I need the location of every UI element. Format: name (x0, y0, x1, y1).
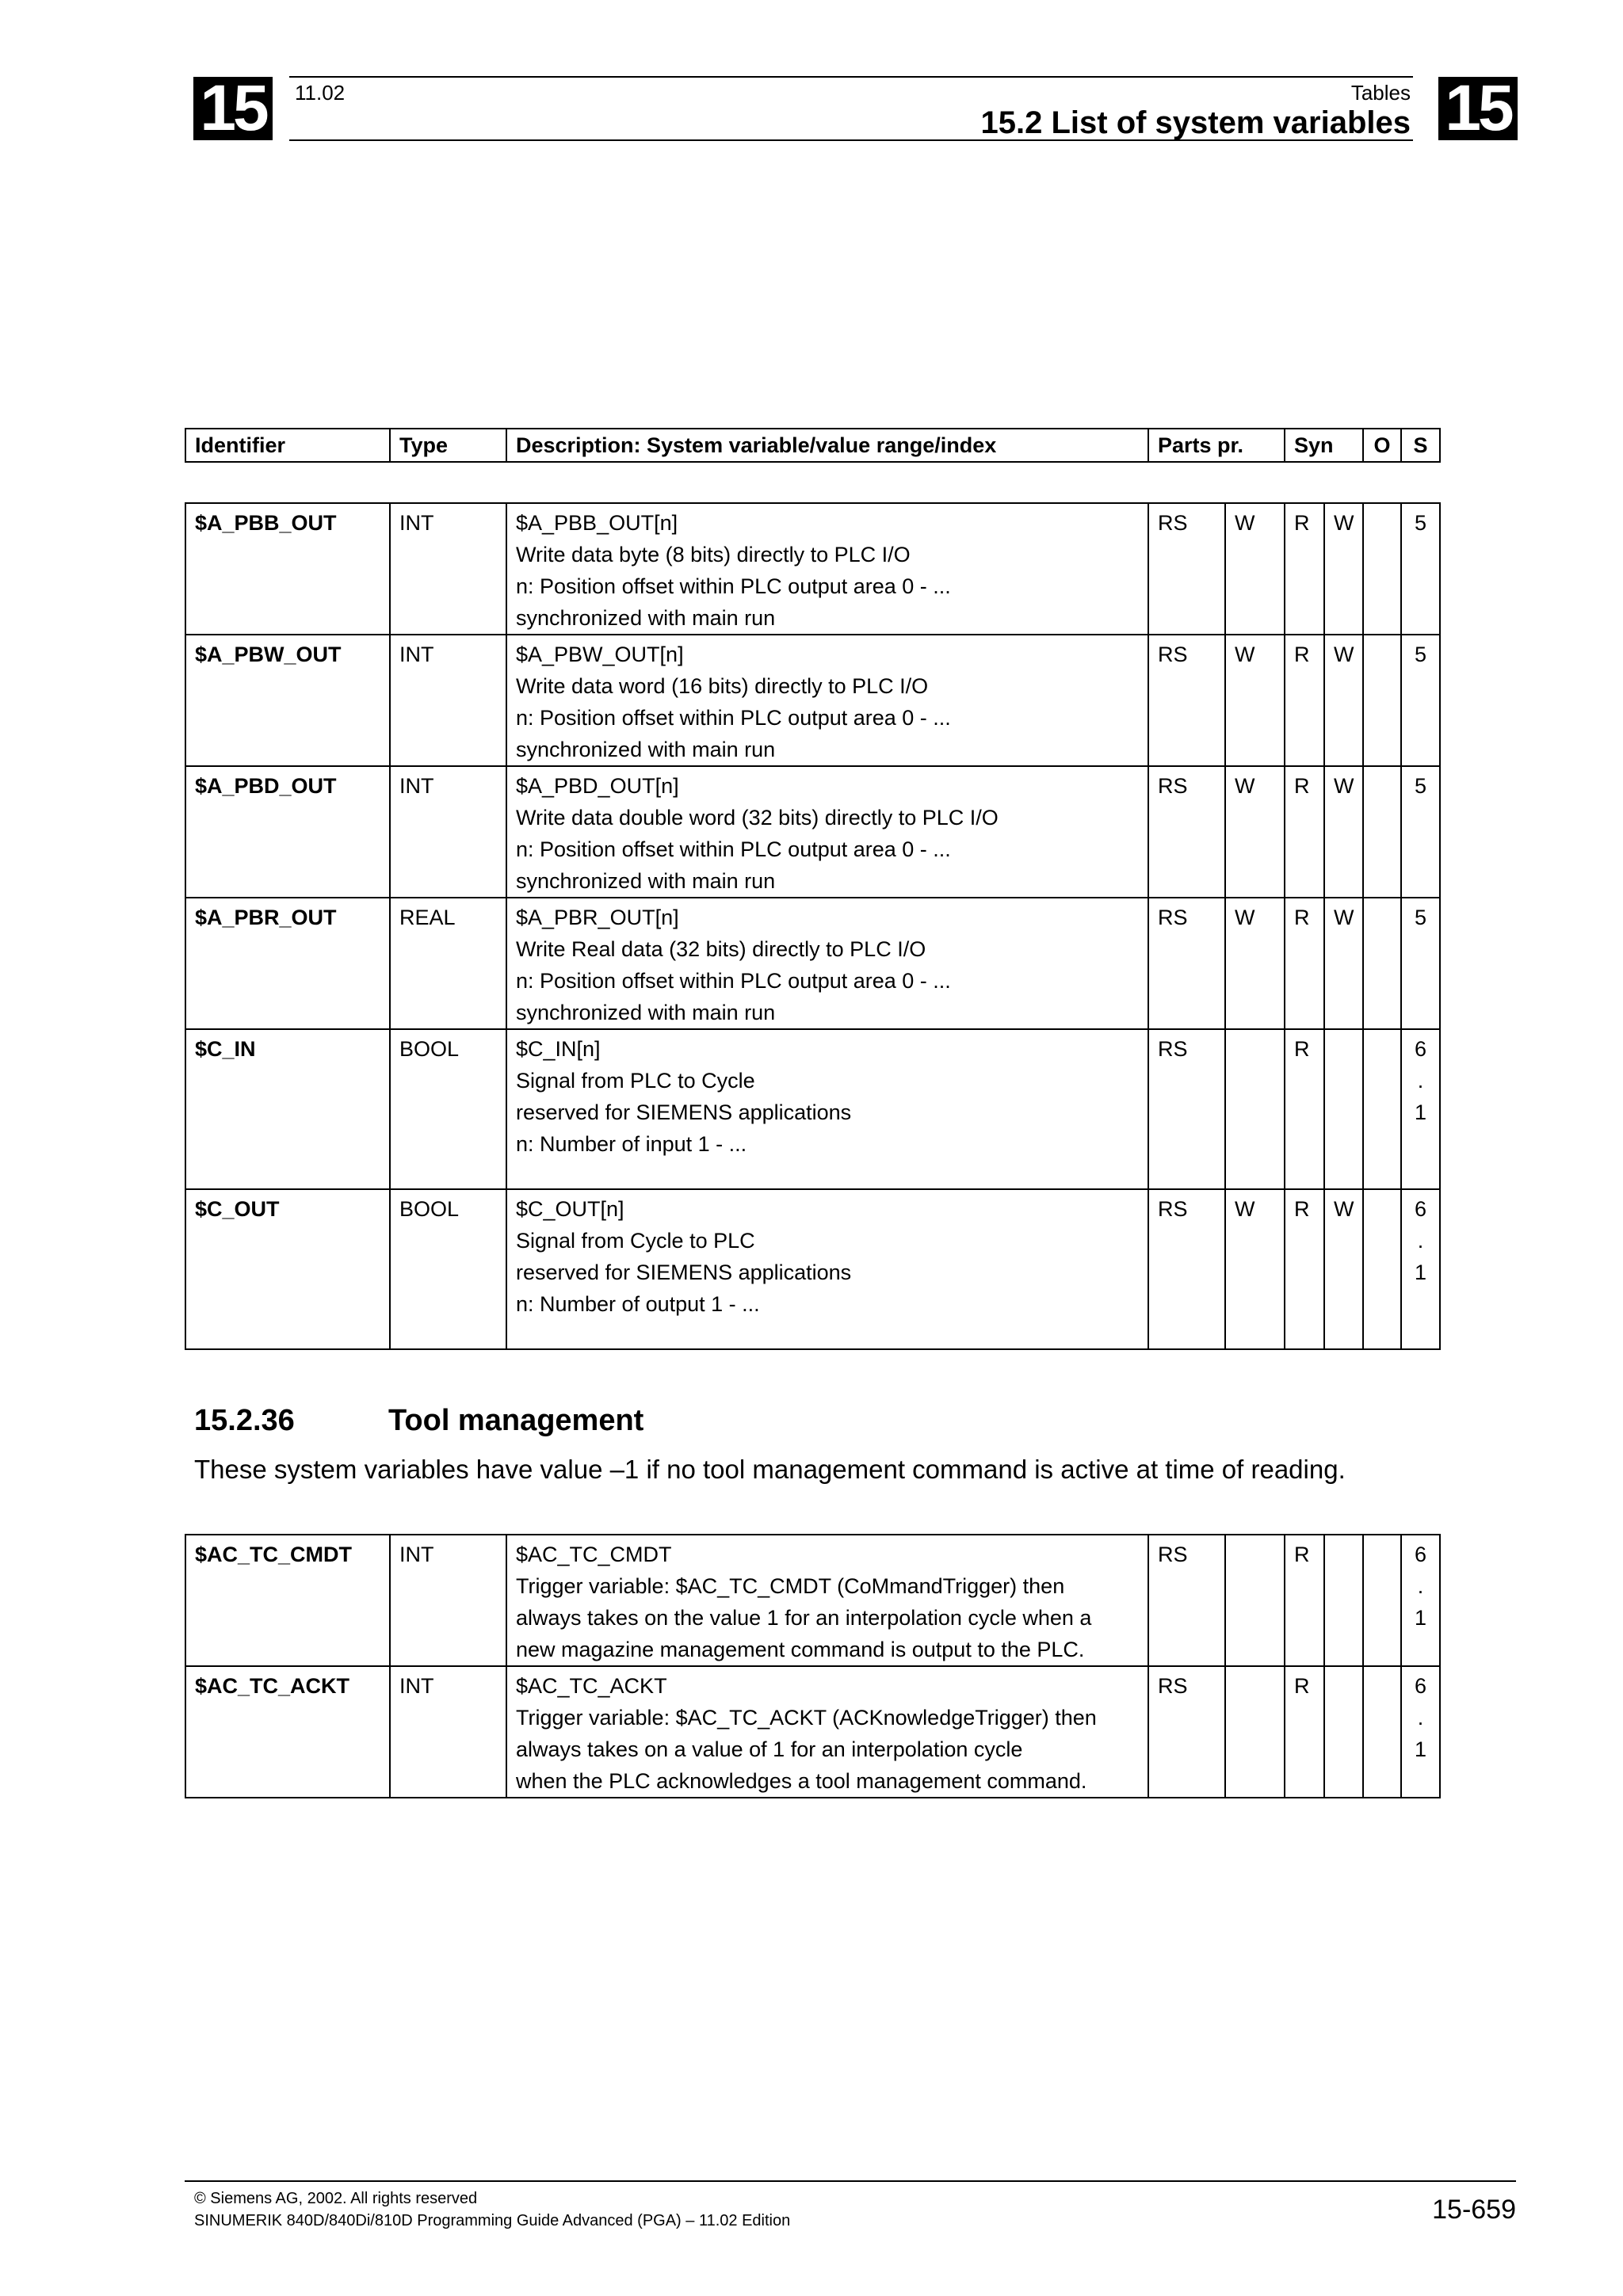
variable-identifier: $C_IN (185, 1029, 390, 1189)
description-line: $AC_TC_ACKT (516, 1674, 667, 1698)
s-value-char: . (1417, 1706, 1424, 1730)
description-line: new magazine management command is output to the PLC. (516, 1638, 1085, 1661)
header-rule-top (289, 76, 1413, 78)
s-value (1401, 1029, 1440, 1189)
table-row (185, 766, 1440, 898)
syn-write: W (1324, 503, 1363, 635)
variable-description (506, 1666, 1148, 1798)
o-value (1363, 1535, 1401, 1666)
parts-pr-access (1225, 1029, 1285, 1189)
description-line: n: Position offset within PLC output area 0 - ... (516, 969, 951, 993)
syn-read: R (1285, 1666, 1324, 1798)
s-value-char: 5 (1414, 511, 1427, 535)
description-line: Write data word (16 bits) directly to PLC I/O (516, 674, 929, 698)
header-o: O (1363, 429, 1401, 462)
parts-pr-value: RS (1148, 635, 1225, 766)
variable-identifier: $AC_TC_CMDT (185, 1535, 390, 1666)
s-value (1401, 1666, 1440, 1798)
parts-pr-value: RS (1148, 1029, 1225, 1189)
description-line: Write data double word (32 bits) directly to PLC I/O (516, 806, 999, 830)
syn-write: W (1324, 1189, 1363, 1349)
description-line: $A_PBB_OUT[n] (516, 511, 678, 535)
section-title: Tool management (388, 1404, 644, 1437)
variable-type: INT (390, 503, 506, 635)
s-value-char: 1 (1414, 1606, 1427, 1630)
o-value (1363, 1189, 1401, 1349)
column-header-table (185, 428, 1441, 463)
variable-type: INT (390, 635, 506, 766)
table-row (185, 503, 1440, 635)
section-number: 15.2.36 (194, 1404, 295, 1437)
description-line: $C_IN[n] (516, 1037, 601, 1061)
header-type: Type (390, 429, 506, 462)
variable-description (506, 1535, 1148, 1666)
s-value-char: 6 (1414, 1543, 1427, 1566)
description-line: $A_PBR_OUT[n] (516, 906, 679, 929)
s-value-char: 5 (1414, 774, 1427, 798)
variable-type: INT (390, 766, 506, 898)
syn-write (1324, 1029, 1363, 1189)
description-line: Trigger variable: $AC_TC_ACKT (ACKnowledgeTrigger) then (516, 1706, 1097, 1730)
parts-pr-access: W (1225, 766, 1285, 898)
s-value-char: 6 (1414, 1674, 1427, 1698)
variable-description (506, 1189, 1148, 1349)
o-value (1363, 635, 1401, 766)
header-syn: Syn (1285, 429, 1363, 462)
description-line: $A_PBD_OUT[n] (516, 774, 679, 798)
variable-description (506, 1029, 1148, 1189)
syn-read: R (1285, 898, 1324, 1029)
description-line: reserved for SIEMENS applications (516, 1100, 852, 1124)
variable-description (506, 898, 1148, 1029)
parts-pr-access (1225, 1666, 1285, 1798)
s-value (1401, 635, 1440, 766)
o-value (1363, 503, 1401, 635)
s-value-char: 1 (1414, 1737, 1427, 1761)
parts-pr-value: RS (1148, 1666, 1225, 1798)
description-line: $AC_TC_CMDT (516, 1543, 672, 1566)
syn-read: R (1285, 1189, 1324, 1349)
page-title: 15.2 List of system variables (980, 105, 1411, 140)
footer-guide-title: SINUMERIK 840D/840Di/810D Programming Guide Advanced (PGA) – 11.02 Edition (194, 2212, 791, 2229)
header-date: 11.02 (295, 81, 346, 105)
variable-identifier: $A_PBW_OUT (185, 635, 390, 766)
description-line: $A_PBW_OUT[n] (516, 643, 684, 666)
description-line: n: Number of output 1 - ... (516, 1292, 760, 1316)
description-line: Write Real data (32 bits) directly to PLC I/O (516, 937, 926, 961)
s-value (1401, 898, 1440, 1029)
description-line: when the PLC acknowledges a tool management command. (516, 1769, 1087, 1793)
description-line: always takes on the value 1 for an interpolation cycle when a (516, 1606, 1092, 1630)
s-value-char: . (1417, 1229, 1424, 1253)
o-value (1363, 766, 1401, 898)
variable-type: INT (390, 1666, 506, 1798)
s-value-char: 5 (1414, 906, 1427, 929)
description-line: Trigger variable: $AC_TC_CMDT (CoMmandTrigger) then (516, 1574, 1065, 1598)
header-section-label: Tables (1350, 81, 1411, 105)
s-value-char: 1 (1414, 1261, 1427, 1284)
description-line: Signal from PLC to Cycle (516, 1069, 755, 1093)
parts-pr-value: RS (1148, 766, 1225, 898)
s-value-char: 5 (1414, 643, 1427, 666)
parts-pr-access: W (1225, 898, 1285, 1029)
section-intro: These system variables have value –1 if no tool management command is active at time of reading. (194, 1455, 1346, 1484)
s-value-char: 6 (1414, 1037, 1427, 1061)
syn-write: W (1324, 898, 1363, 1029)
page-number: 15-659 (1432, 2195, 1516, 2225)
description-line: synchronized with main run (516, 869, 776, 893)
variable-type: BOOL (390, 1189, 506, 1349)
footer-copyright: © Siemens AG, 2002. All rights reserved (194, 2190, 478, 2207)
variable-identifier: $AC_TC_ACKT (185, 1666, 390, 1798)
table-row (185, 1666, 1440, 1798)
description-line: synchronized with main run (516, 606, 776, 630)
s-value (1401, 1535, 1440, 1666)
table-row (185, 898, 1440, 1029)
syn-write (1324, 1666, 1363, 1798)
s-value-char: . (1417, 1069, 1424, 1093)
table-row (185, 1029, 1440, 1189)
parts-pr-access: W (1225, 503, 1285, 635)
variable-description (506, 503, 1148, 635)
s-value-char: 6 (1414, 1197, 1427, 1221)
variable-identifier: $A_PBB_OUT (185, 503, 390, 635)
parts-pr-value: RS (1148, 1189, 1225, 1349)
parts-pr-value: RS (1148, 1535, 1225, 1666)
o-value (1363, 898, 1401, 1029)
s-value (1401, 1189, 1440, 1349)
syn-read: R (1285, 1029, 1324, 1189)
variable-type: INT (390, 1535, 506, 1666)
table-row (185, 1189, 1440, 1349)
footer-rule (185, 2180, 1516, 2182)
system-variables-table (185, 502, 1441, 1350)
syn-read: R (1285, 766, 1324, 898)
description-line: n: Position offset within PLC output area 0 - ... (516, 574, 951, 598)
description-line: synchronized with main run (516, 738, 776, 761)
chapter-number-box-right: 15 (1438, 77, 1518, 140)
parts-pr-access: W (1225, 1189, 1285, 1349)
variable-identifier: $C_OUT (185, 1189, 390, 1349)
syn-read: R (1285, 503, 1324, 635)
variable-identifier: $A_PBR_OUT (185, 898, 390, 1029)
header-parts-pr: Parts pr. (1148, 429, 1285, 462)
s-value-char: . (1417, 1574, 1424, 1598)
variable-description (506, 635, 1148, 766)
parts-pr-access: W (1225, 635, 1285, 766)
o-value (1363, 1029, 1401, 1189)
parts-pr-value: RS (1148, 898, 1225, 1029)
description-line: synchronized with main run (516, 1001, 776, 1024)
description-line: $C_OUT[n] (516, 1197, 624, 1221)
parts-pr-access (1225, 1535, 1285, 1666)
variable-type: BOOL (390, 1029, 506, 1189)
description-line: Write data byte (8 bits) directly to PLC I/O (516, 543, 911, 566)
header-s: S (1401, 429, 1440, 462)
variable-identifier: $A_PBD_OUT (185, 766, 390, 898)
o-value (1363, 1666, 1401, 1798)
header-rule-bottom (289, 139, 1413, 141)
description-line: reserved for SIEMENS applications (516, 1261, 852, 1284)
description-line: n: Position offset within PLC output area 0 - ... (516, 706, 951, 730)
variable-description (506, 766, 1148, 898)
syn-read: R (1285, 635, 1324, 766)
description-line: n: Number of input 1 - ... (516, 1132, 747, 1156)
parts-pr-value: RS (1148, 503, 1225, 635)
syn-read: R (1285, 1535, 1324, 1666)
syn-write: W (1324, 635, 1363, 766)
header-description: Description: System variable/value range/index (506, 429, 1148, 462)
variable-type: REAL (390, 898, 506, 1029)
s-value (1401, 766, 1440, 898)
description-line: always takes on a value of 1 for an interpolation cycle (516, 1737, 1023, 1761)
table-row (185, 1535, 1440, 1666)
tool-management-table (185, 1534, 1441, 1798)
syn-write: W (1324, 766, 1363, 898)
syn-write (1324, 1535, 1363, 1666)
description-line: Signal from Cycle to PLC (516, 1229, 755, 1253)
description-line: n: Position offset within PLC output area 0 - ... (516, 837, 951, 861)
s-value-char: 1 (1414, 1100, 1427, 1124)
header-identifier: Identifier (185, 429, 390, 462)
chapter-number-box-left: 15 (193, 77, 273, 140)
s-value (1401, 503, 1440, 635)
table-row (185, 635, 1440, 766)
